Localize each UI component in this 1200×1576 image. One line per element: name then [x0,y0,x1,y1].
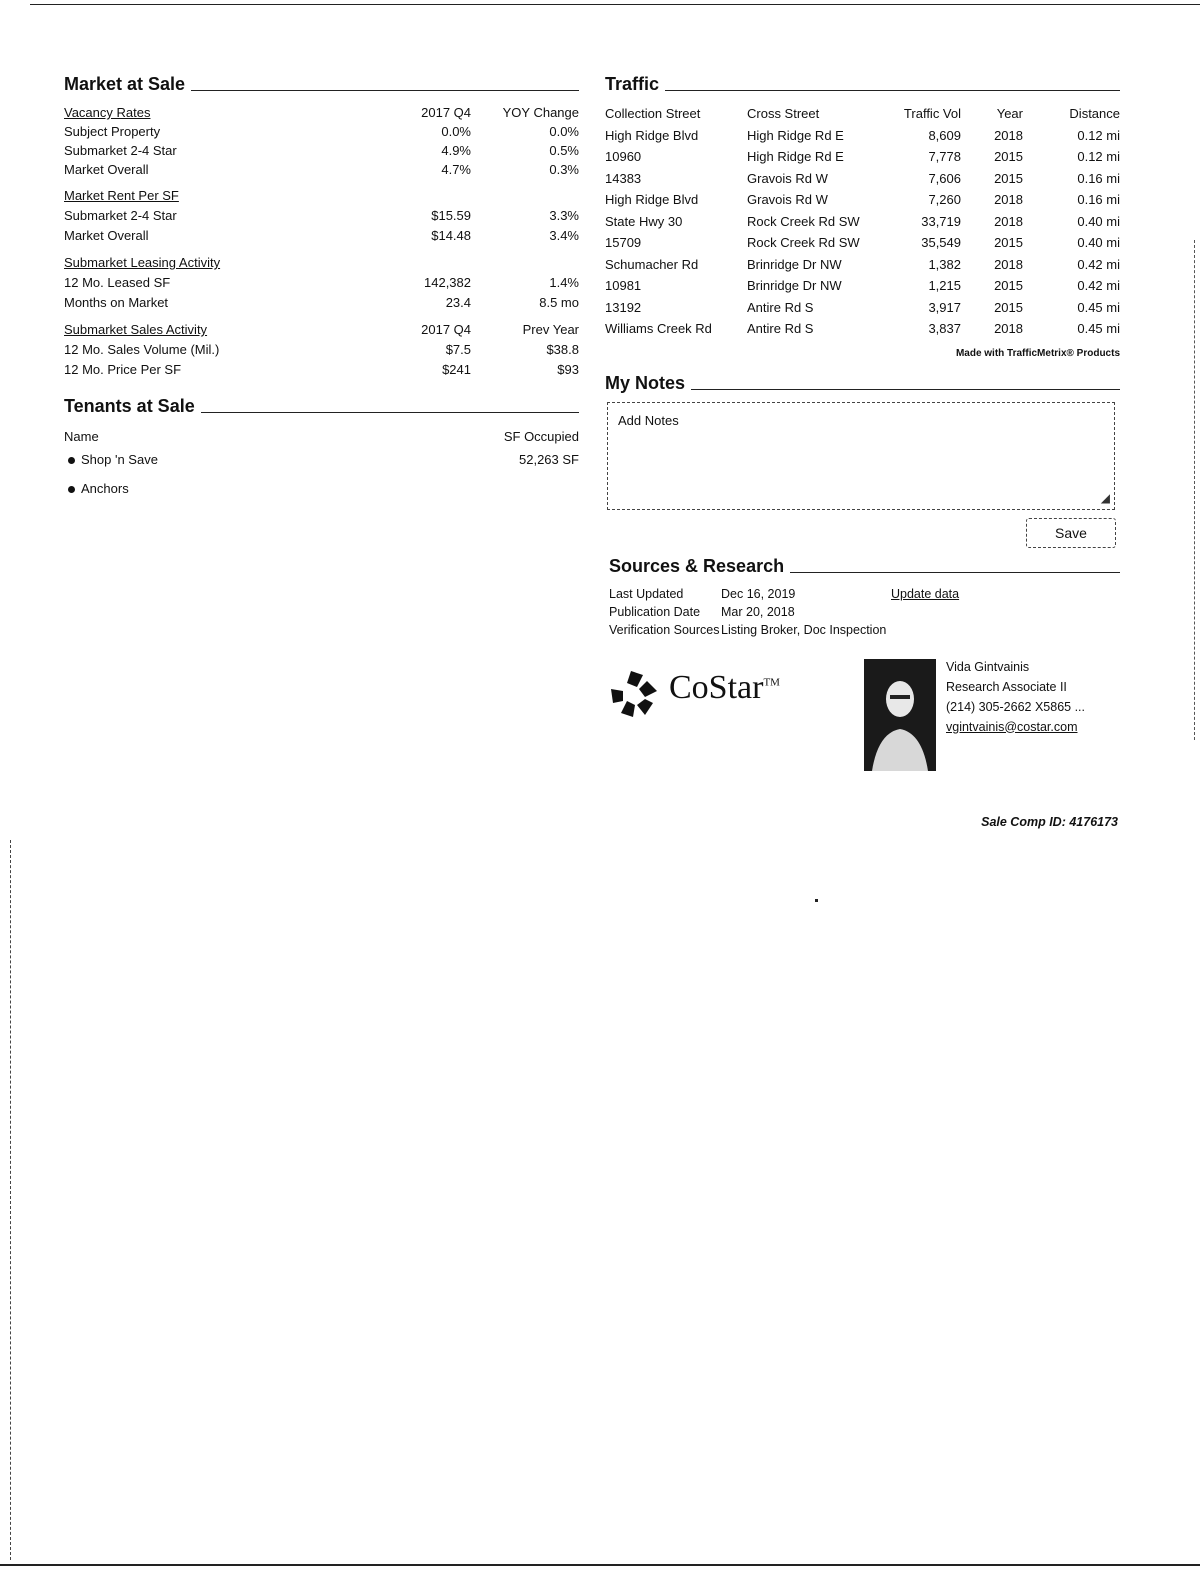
row-value: 23.4 [445,295,471,310]
cell: Gravois Rd W [747,192,828,207]
cell: State Hwy 30 [605,213,683,229]
section-title: My Notes [605,372,686,393]
cell: High Ridge Blvd [605,192,699,207]
cell: 0.12 mi [1077,127,1120,143]
researcher-photo [864,659,936,771]
row-value: Dec 16, 2019 [721,586,796,601]
cell: 33,719 [921,213,961,229]
table-row [605,146,1120,168]
row-label: Months on Market [64,295,169,310]
top-border-line [30,4,1200,5]
cell: 3,917 [928,299,961,315]
cell: 0.16 mi [1077,170,1120,186]
contact-role: Research Associate II [946,679,1067,694]
table-row [605,168,1120,190]
traffic-header [605,74,1120,95]
table-row [605,254,1120,276]
row-label: Market Overall [64,162,149,177]
cell: 2018 [994,256,1023,272]
table-row [64,141,579,160]
cell: 7,606 [928,170,961,186]
bullet-icon [68,486,75,493]
table-row [609,621,1120,639]
cell: 0.16 mi [1077,192,1120,207]
cell: 2018 [994,321,1023,336]
col-header: Collection Street [605,106,701,121]
cell: 0.40 mi [1077,235,1120,250]
col-header: Year [996,106,1023,121]
sources-table [609,585,1120,639]
cell: 0.12 mi [1077,149,1120,164]
cell: 0.42 mi [1077,278,1120,293]
sources-header [609,556,1120,577]
row-label: Verification Sources [609,622,720,637]
row-value: 142,382 [424,275,471,290]
table-row [605,232,1120,254]
table-row [605,211,1120,233]
vacancy-label: Vacancy Rates [64,105,151,120]
row-value: Mar 20, 2018 [721,604,795,619]
table-row [605,275,1120,297]
cell: 0.45 mi [1077,299,1120,315]
cell: 2018 [994,192,1023,207]
table-row [609,585,1120,603]
section-rule [790,572,1120,573]
cell: 2015 [994,299,1023,315]
row-value: 0.5% [549,143,579,158]
cell: 2015 [994,149,1023,164]
table-header-row [64,253,579,273]
cell: High Ridge Blvd [605,127,699,143]
contact-block [609,659,1120,771]
table-header-row [64,186,579,206]
row-label: Submarket 2-4 Star [64,143,177,158]
leasing-label: Submarket Leasing Activity [64,255,221,270]
table-row [64,160,579,179]
cell: 1,215 [928,278,961,293]
table-row [609,603,1120,621]
col-header: Name [64,429,99,444]
cell: Williams Creek Rd [605,321,712,336]
cell: Antire Rd S [747,299,814,315]
table-header-row [64,320,579,340]
cell: 10960 [605,149,642,164]
table-row [64,448,579,471]
cell: Schumacher Rd [605,256,699,272]
bullet-icon [68,457,75,464]
contact-phone: (214) 305-2662 X5865 ... [946,699,1085,714]
notes-placeholder: Add Notes [618,412,679,428]
costar-brand [609,659,864,771]
row-label: Publication Date [609,604,701,619]
rent-label: Market Rent Per SF [64,188,179,203]
left-column [64,74,579,500]
cell: Brinridge Dr NW [747,278,842,293]
leasing-table [64,253,579,313]
row-value: $7.5 [445,342,471,357]
col-header: Distance [1069,106,1120,121]
sales-label: Submarket Sales Activity [64,322,208,337]
cell: 7,260 [928,192,961,207]
tenants-at-sale-header [64,396,579,417]
section-title: Tenants at Sale [64,396,195,416]
cell: 13192 [605,299,642,315]
tenant-sf [459,477,579,500]
cell: High Ridge Rd E [747,149,844,164]
tenants-table [64,425,579,500]
row-value: 0.0% [549,124,579,139]
section-title: Market at Sale [64,74,186,94]
cell: 7,778 [928,149,961,164]
table-header-row [605,103,1120,125]
notes-textarea[interactable] [607,402,1115,510]
vacancy-table [64,103,579,179]
col-header: SF Occupied [503,429,579,444]
cell: 2018 [994,213,1023,229]
table-row [64,293,579,313]
section-title: Sources & Research [609,555,785,576]
row-value: 4.7% [441,162,471,177]
cell: 15709 [605,235,642,250]
table-row [64,226,579,246]
contact-name: Vida Gintvainis [946,659,1030,674]
col-header: Traffic Vol [903,106,961,121]
left-scan-edge [10,840,11,1560]
market-at-sale-header [64,74,579,95]
cell: Gravois Rd W [747,170,828,186]
row-value: 0.0% [441,124,471,139]
resize-grip-icon[interactable]: ◢ [1100,490,1110,505]
tenant-name: Shop 'n Save [81,452,158,467]
cell: 0.45 mi [1077,321,1120,336]
row-label: 12 Mo. Leased SF [64,275,171,290]
col-header: Prev Year [522,322,579,337]
cell: 0.40 mi [1077,213,1120,229]
table-row [64,360,579,380]
table-row [605,318,1120,340]
section-rule [665,90,1120,91]
cell: 2015 [994,235,1023,250]
row-value: 4.9% [441,143,471,158]
right-column [605,74,1120,771]
brand-name: CoStar™ [669,668,780,706]
cell: 1,382 [928,256,961,272]
costar-logo-icon [609,669,659,719]
sale-comp-id: Sale Comp ID: 4176173 [981,815,1118,829]
traffic-credit: Made with TrafficMetrix® Products [955,347,1120,359]
sales-table [64,320,579,380]
table-row [605,125,1120,147]
cell: Antire Rd S [747,321,814,336]
row-value: 3.4% [549,228,579,243]
rent-table [64,186,579,246]
person-photo-icon [864,659,936,771]
cell: 14383 [605,170,642,186]
traffic-table [605,103,1120,340]
cell: 3,837 [928,321,961,336]
table-row [64,340,579,360]
section-rule [201,412,579,413]
right-scan-edge [1194,240,1195,740]
cell: 8,609 [928,127,961,143]
row-value: 3.3% [549,208,579,223]
row-value: $14.48 [431,228,471,243]
table-row [64,273,579,293]
row-value: $93 [557,362,579,377]
cell: High Ridge Rd E [747,127,844,143]
cell: Rock Creek Rd SW [747,235,860,250]
cell: 2015 [994,170,1023,186]
row-label: 12 Mo. Price Per SF [64,362,182,377]
cell: 0.42 mi [1077,256,1120,272]
tenant-name: Anchors [81,481,129,496]
table-header-row [64,425,579,448]
cell: 2018 [994,127,1023,143]
save-button[interactable]: Save [1026,518,1116,548]
section-title: Traffic [605,74,660,94]
cell: 2015 [994,278,1023,293]
table-row [64,122,579,141]
cell: Brinridge Dr NW [747,256,842,272]
row-value: 8.5 mo [539,295,579,310]
row-label: Last Updated [609,586,684,601]
row-value: $241 [442,362,471,377]
row-value: 1.4% [549,275,579,290]
table-row [64,477,579,500]
row-label: 12 Mo. Sales Volume (Mil.) [64,342,220,357]
cell: Rock Creek Rd SW [747,213,860,229]
update-data-link[interactable]: Update data [891,586,960,601]
col-header: Cross Street [747,106,820,121]
cell: 35,549 [921,235,961,250]
row-label: Subject Property [64,124,161,139]
col-header: YOY Change [502,105,579,120]
bottom-border-line [0,1564,1200,1566]
contact-info [946,657,1085,771]
table-header-row [64,103,579,122]
col-header: 2017 Q4 [421,322,471,337]
row-value: $15.59 [431,208,471,223]
cell: 10981 [605,278,642,293]
contact-email-link[interactable]: vgintvainis@costar.com [946,719,1078,734]
table-row [605,297,1120,319]
scan-speck [815,899,818,902]
row-label: Market Overall [64,228,149,243]
row-label: Submarket 2-4 Star [64,208,177,223]
my-notes-header [605,373,1120,394]
section-rule [691,389,1120,390]
section-rule [191,90,579,91]
table-row [605,189,1120,211]
table-row [64,206,579,226]
row-value: Listing Broker, Doc Inspection [721,622,887,637]
row-value: 0.3% [549,162,579,177]
tenant-sf: 52,263 SF [519,452,579,467]
row-value: $38.8 [546,342,579,357]
col-header: 2017 Q4 [421,105,471,120]
